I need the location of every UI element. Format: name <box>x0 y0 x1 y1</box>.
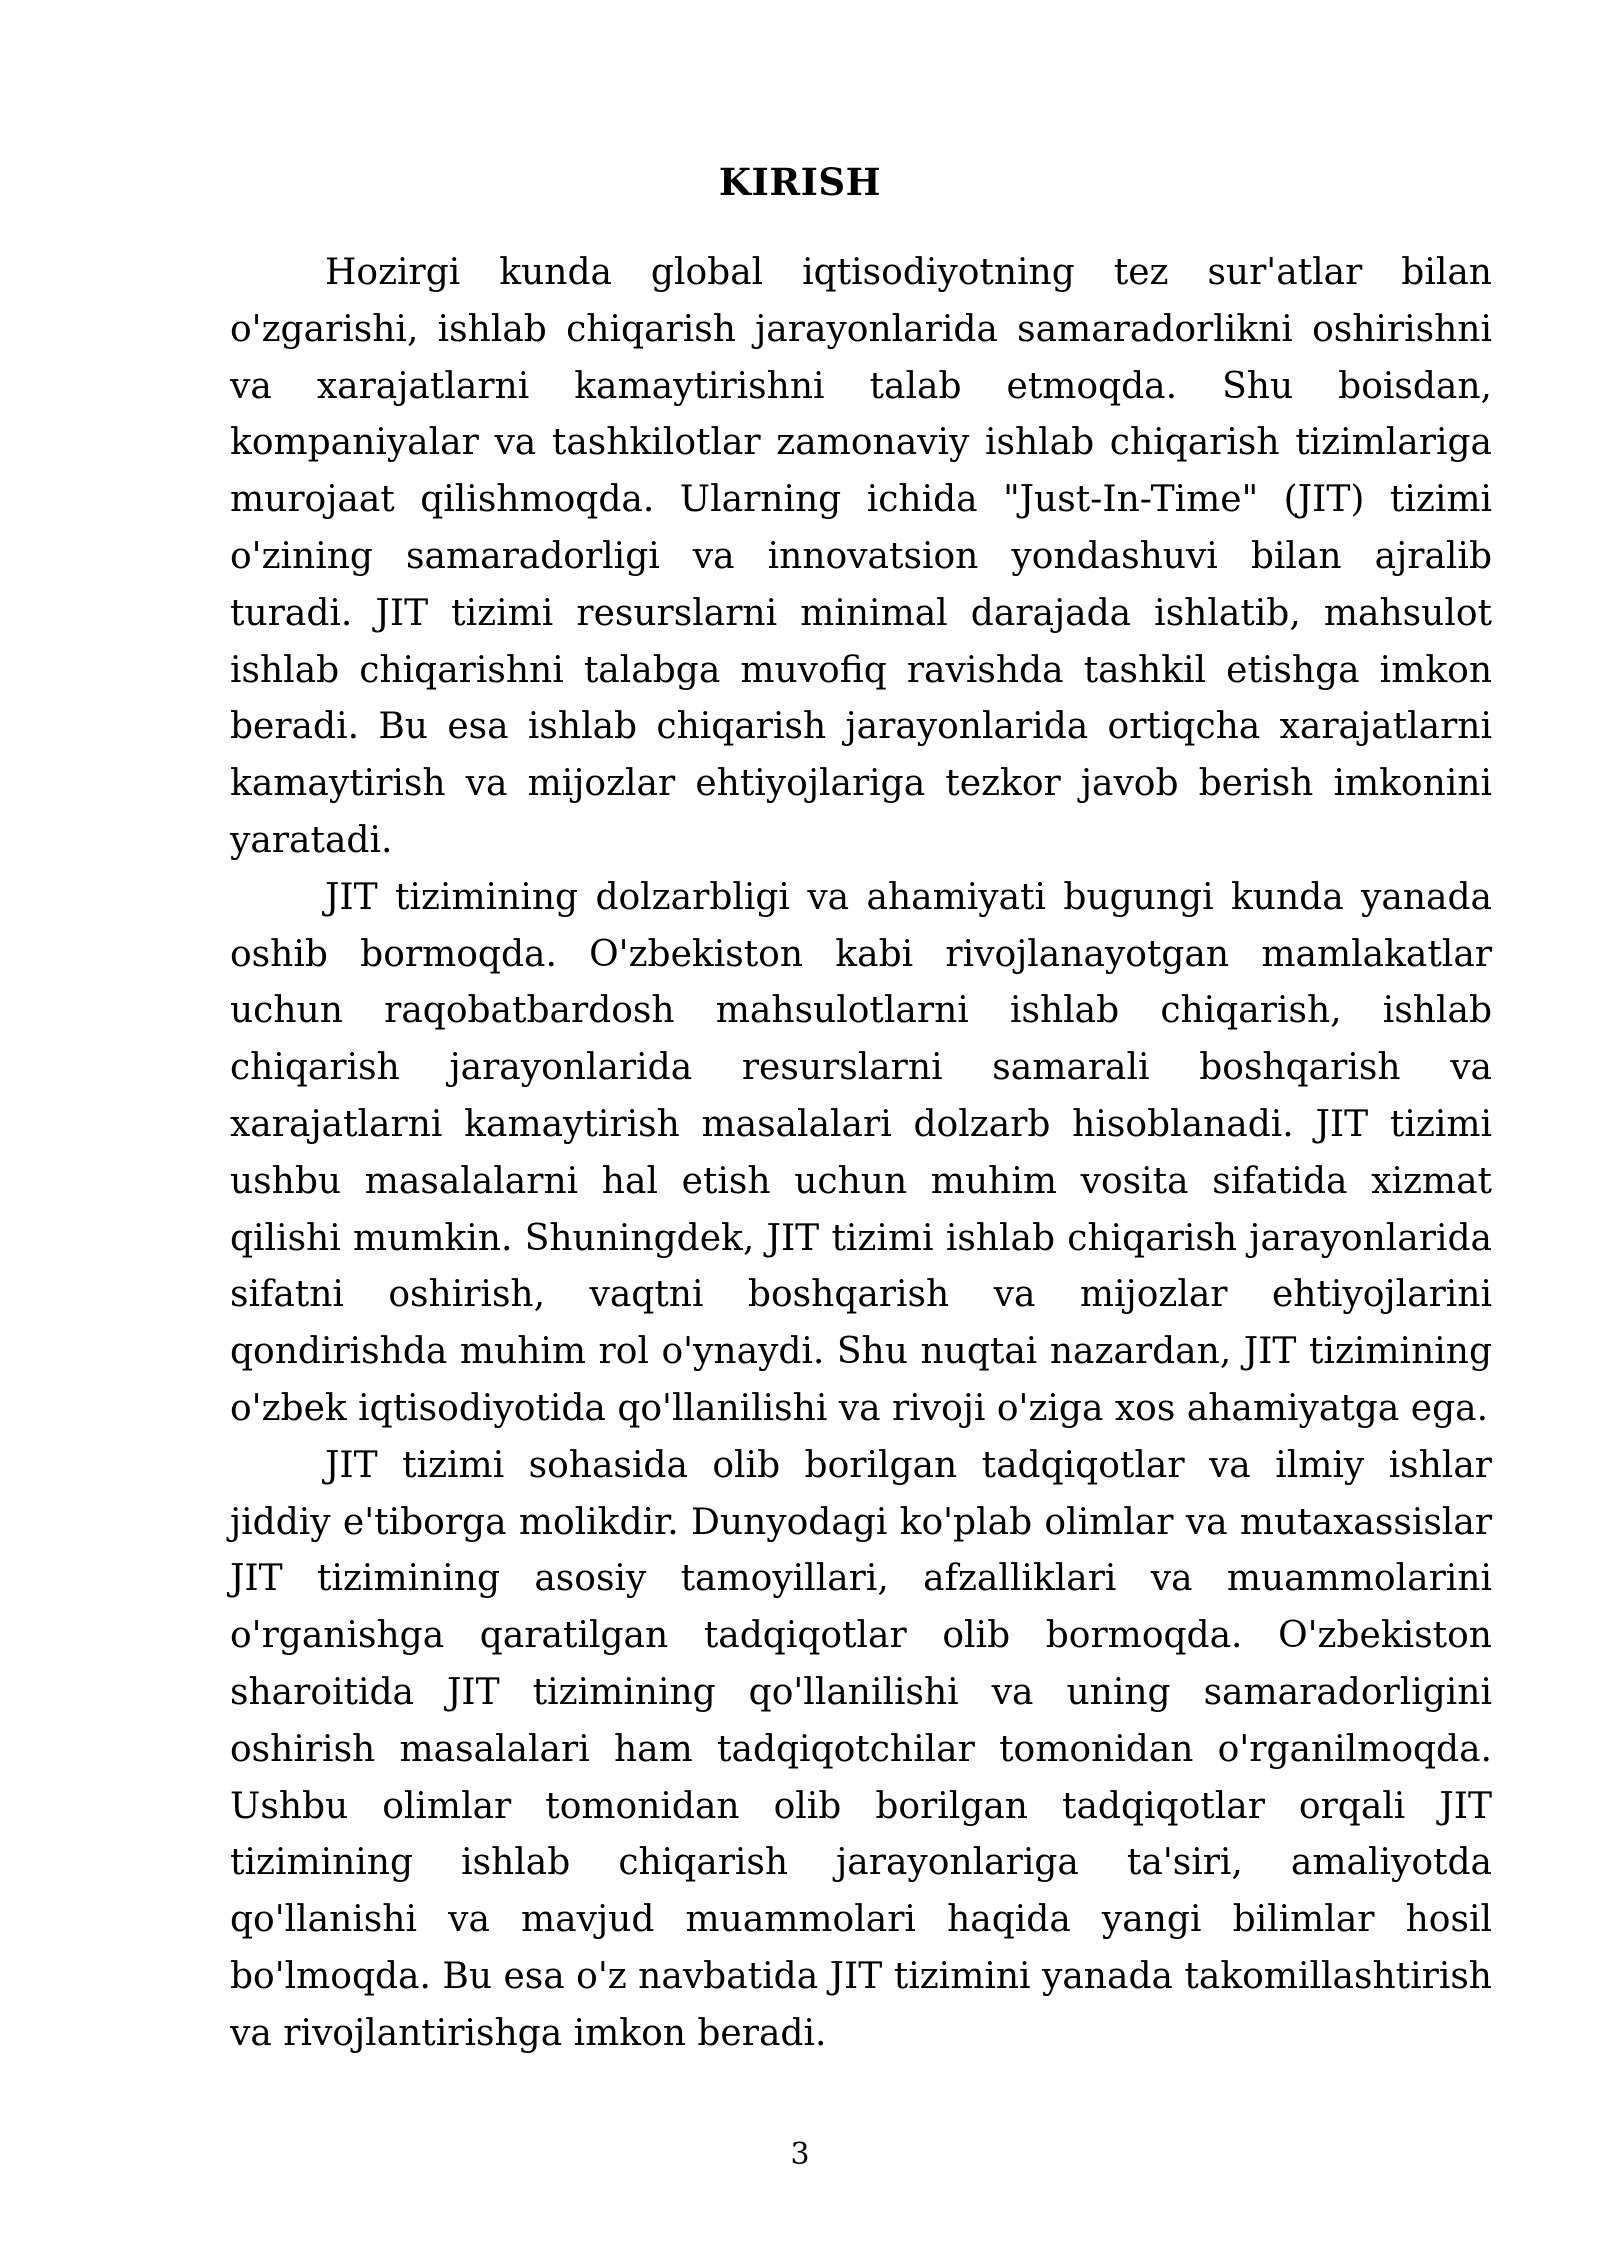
body-text <box>230 245 1492 2063</box>
section-title: KIRISH <box>718 160 882 204</box>
paragraph-1: Hozirgi kunda global iqtisodiyotning tez sur'atlar bilan o'zgarishi, ishlab chiqarish jarayonlarida samaradorlikni oshirishni va xarajatlarni kamaytirishni talab etmoqda. Shu boisdan, kompaniyalar va tashkilotlar zamonaviy ishlab chiqarish tizimlariga murojaat qilishmoqda. Ularning ichida "Just-In-Time" (JIT) tizimi o'zining samaradorligi va innovatsion yondashuvi bilan ajralib turadi. JIT tizimi resurslarni minimal darajada ishlatib, mahsulot ishlab chiqarishni talabga muvofiq ravishda tashkil etishga imkon beradi. Bu esa ishlab chiqarish jarayonlarida ortiqcha xarajatlarni kamaytirish va mijozlar ehtiyojlariga tezkor javob berish imkonini yaratadi. <box>230 252 1492 861</box>
page-number: 3 <box>790 2137 810 2172</box>
paragraph-3: JIT tizimi sohasida olib borilgan tadqiqotlar va ilmiy ishlar jiddiy e'tiborga molikdir. Dunyodagi ko'plab olimlar va mutaxassislar JIT tizimining asosiy tamoyillari, afzalliklari va muammolarini o'rganishga qaratilgan tadqiqotlar olib bormoqda. O'zbekiston sharoitida JIT tizimining qo'llanilishi va uning samaradorligini oshirish masalalari ham tadqiqotchilar tomonidan o'rganilmoqda. Ushbu olimlar tomonidan olib borilgan tadqiqotlar orqali JIT tizimining ishlab chiqarish jarayonlariga ta'siri, amaliyotda qo'llanishi va mavjud muammolari haqida yangi bilimlar hosil bo'lmoqda. Bu esa o'z navbatida JIT tizimini yanada takomillashtirish va rivojlantirishga imkon beradi. <box>230 1444 1492 2054</box>
paragraph-2: JIT tizimining dolzarbligi va ahamiyati bugungi kunda yanada oshib bormoqda. O'zbekiston kabi rivojlanayotgan mamlakatlar uchun raqobatbardosh mahsulotlarni ishlab chiqarish, ishlab chiqarish jarayonlarida resurslarni samarali boshqarish va xarajatlarni kamaytirish masalalari dolzarb hisoblanadi. JIT tizimi ushbu masalalarni hal etish uchun muhim vosita sifatida xizmat qilishi mumkin. Shuningdek, JIT tizimi ishlab chiqarish jarayonlarida sifatni oshirish, vaqtni boshqarish va mijozlar ehtiyojlarini qondirishda muhim rol o'ynaydi. Shu nuqtai nazardan, JIT tizimining o'zbek iqtisodiyotida qo'llanilishi va rivoji o'ziga xos ahamiyatga ega. <box>230 876 1492 1429</box>
